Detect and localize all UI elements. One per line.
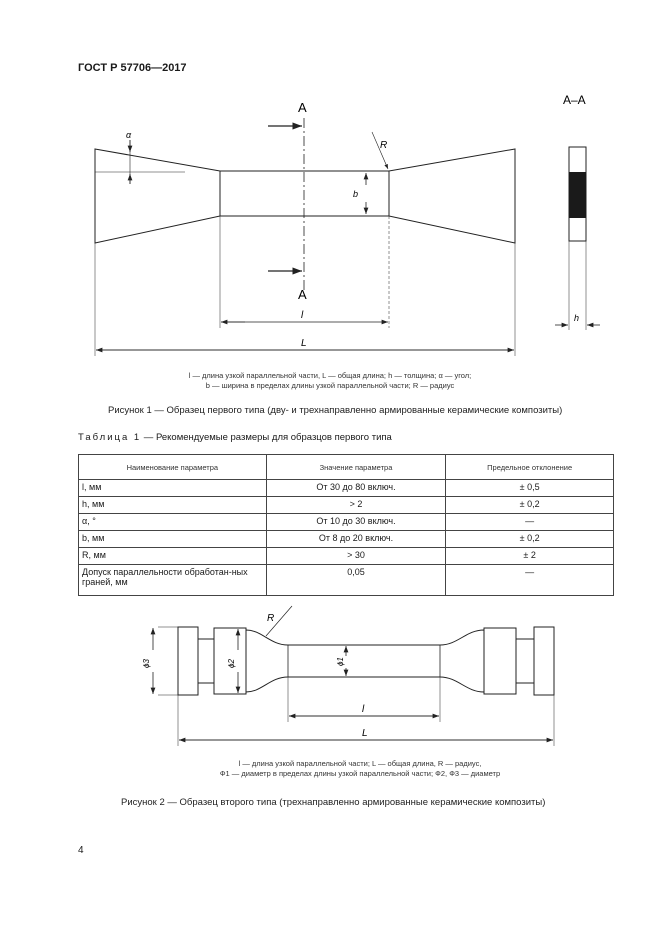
specimen-body [246, 630, 484, 692]
page-number: 4 [78, 845, 84, 856]
table-row [79, 565, 614, 596]
cell-value: От 8 до 20 включ. [266, 531, 446, 548]
cell-deviation: ± 0,2 [446, 497, 614, 514]
col-header-value: Значение параметра [266, 455, 446, 480]
label-l: l [301, 310, 304, 321]
fig2-label-l: l [362, 704, 365, 715]
figure-1-caption: Рисунок 1 — Образец первого типа (дву- и трехнаправленно армированные керамические композиты) [108, 405, 563, 416]
table-number: Таблица 1 [78, 432, 142, 443]
cell-value: От 30 до 80 включ. [266, 480, 446, 497]
figure-1-drawing [0, 90, 661, 365]
table-row [79, 497, 614, 514]
label-h: h [574, 313, 580, 323]
figure-1-legend-line2: b — ширина в пределах длины узкой параллельной части; R — радиус [205, 381, 455, 390]
specimen-outline [95, 149, 515, 243]
section-title: A–A [563, 93, 586, 107]
label-R: R [380, 140, 388, 151]
label-alpha: α [126, 130, 132, 140]
label-b: b [353, 189, 359, 199]
label-L: L [301, 338, 307, 349]
col-header-deviation: Предельное отклонение [446, 455, 614, 480]
figure-1-legend-line1: l — длина узкой параллельной части, L — общая длина; h — толщина; α — угол; [188, 371, 472, 380]
table-row [79, 514, 614, 531]
table-row [79, 531, 614, 548]
cell-parameter: R, мм [79, 548, 267, 565]
fig2-label-L: L [362, 728, 368, 739]
figure-1-legend [130, 371, 530, 391]
label-phi1: ϕ1 [336, 657, 345, 666]
cell-value: > 2 [266, 497, 446, 514]
table-row [79, 480, 614, 497]
col-header-parameter: Наименование параметра [79, 455, 267, 480]
cell-deviation: ± 0,5 [446, 480, 614, 497]
parameters-table [78, 454, 614, 596]
cell-parameter: Допуск параллельности обработан-ных граней, мм [79, 565, 267, 596]
label-phi2: ϕ2 [227, 659, 236, 668]
section-label-top: A [298, 100, 307, 115]
cell-value: 0,05 [266, 565, 446, 596]
figure-2-caption: Рисунок 2 — Образец второго типа (трехнаправленно армированные керамические композиты) [121, 797, 546, 808]
table-title-text: — Рекомендуемые размеры для образцов первого типа [141, 432, 392, 443]
right-grip [534, 627, 554, 695]
figure-2-legend-line2: Ф1 — диаметр в пределах длины узкой параллельной части; Ф2, Ф3 — диаметр [219, 769, 501, 778]
cell-value: От 10 до 30 включ. [266, 514, 446, 531]
cell-value: > 30 [266, 548, 446, 565]
table-row [79, 548, 614, 565]
figure-2-drawing [0, 600, 661, 755]
cell-parameter: h, мм [79, 497, 267, 514]
cell-deviation: ± 0,2 [446, 531, 614, 548]
fig2-label-R: R [267, 613, 275, 624]
section-fill [569, 172, 586, 218]
cell-parameter: α, ° [79, 514, 267, 531]
cell-deviation: — [446, 565, 614, 596]
cell-deviation: ± 2 [446, 548, 614, 565]
cell-deviation: — [446, 514, 614, 531]
document-header: ГОСТ Р 57706—2017 [78, 62, 187, 74]
table-header-row [79, 455, 614, 480]
cell-parameter: b, мм [79, 531, 267, 548]
figure-2-legend-line1: l — длина узкой параллельной части; L — общая длина, R — радиус, [238, 759, 482, 768]
figure-2-legend [160, 759, 560, 779]
table-title [78, 432, 392, 443]
left-grip [178, 627, 198, 695]
cell-parameter: l, мм [79, 480, 267, 497]
label-phi3: ϕ3 [142, 659, 151, 668]
section-label-bottom: A [298, 287, 307, 302]
